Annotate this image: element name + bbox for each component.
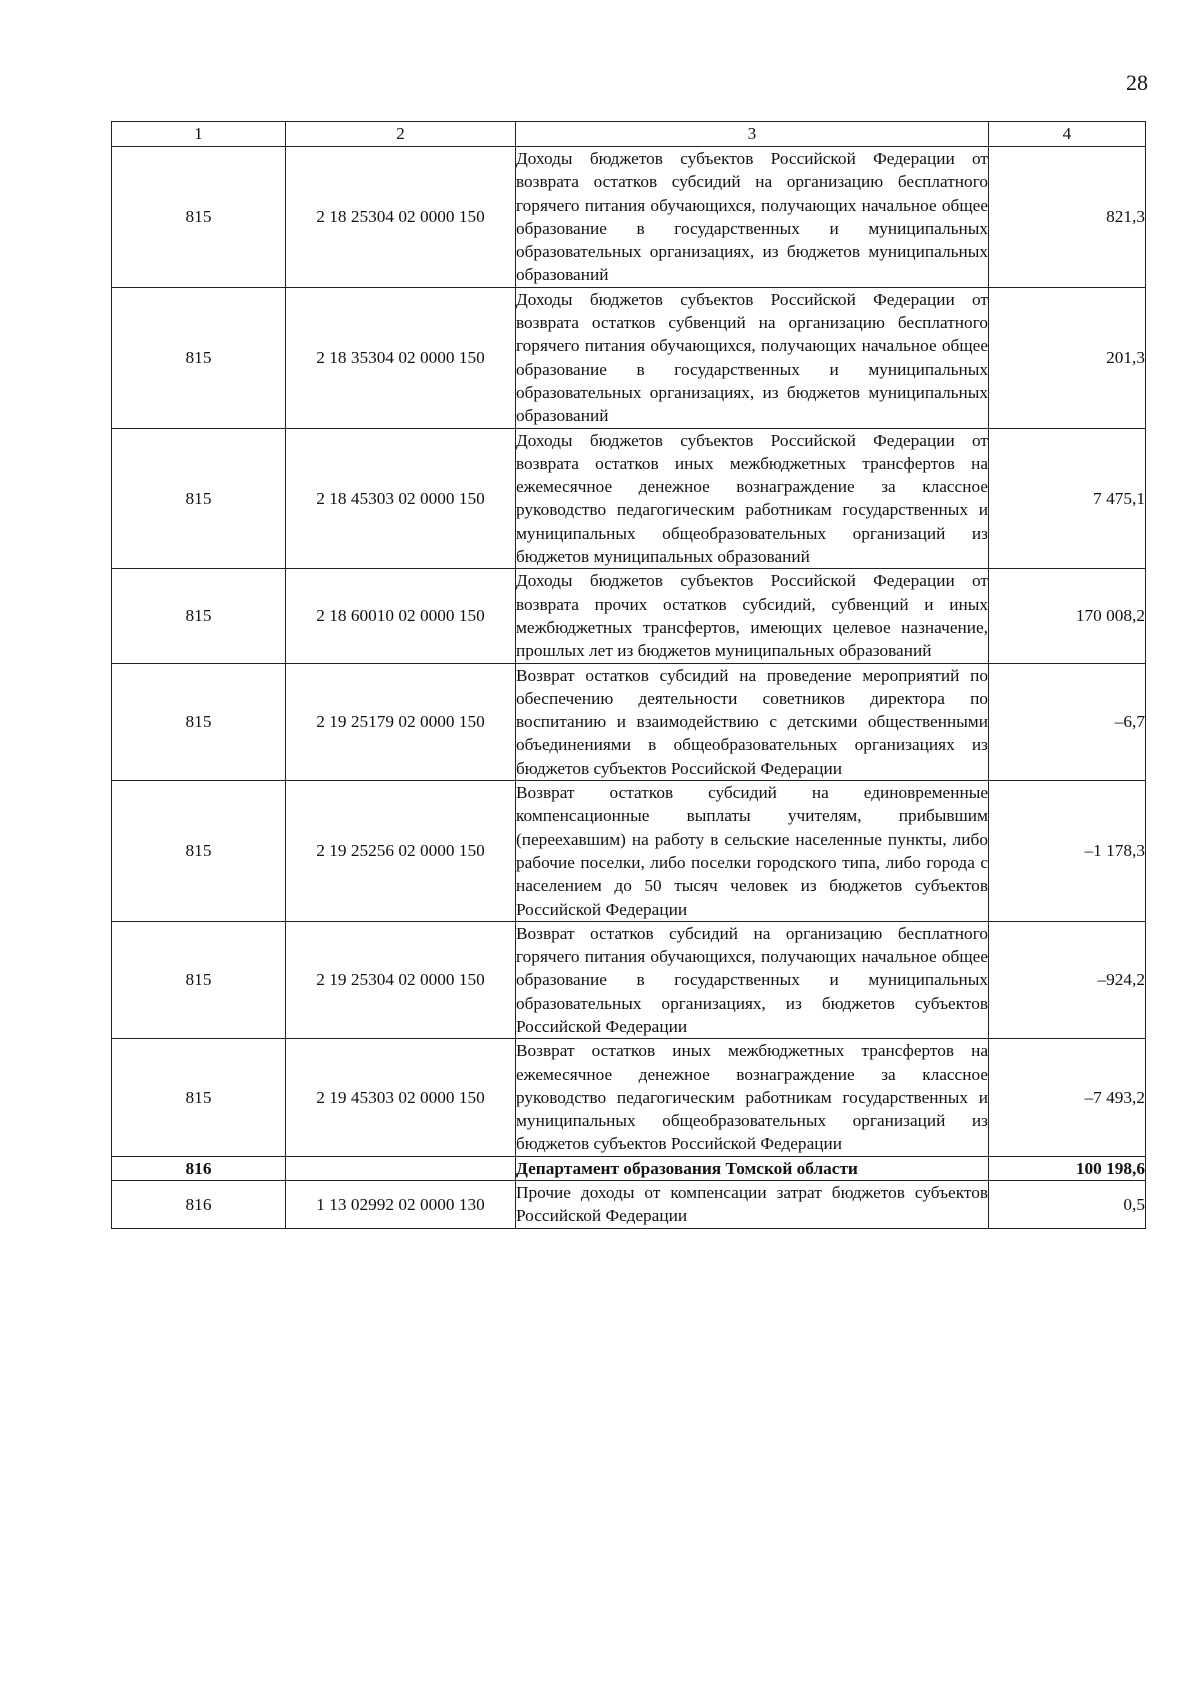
- budget-code-cell: 2 19 25179 02 0000 150: [286, 663, 516, 780]
- table-row: [112, 428, 1146, 569]
- description-text: Доходы бюджетов субъектов Российской Федерации от возврата остатков субвенций на организацию бесплатного горячего питания обучающихся, получающих начальное общее образование в государственных и муниципальных образовательных организациях, из бюджетов муниципальных образований: [516, 289, 988, 426]
- description-cell: [516, 781, 989, 922]
- department-total-amount: 100 198,6: [989, 1156, 1146, 1180]
- amount-cell: 170 008,2: [989, 569, 1146, 663]
- amount-cell: –7 493,2: [989, 1039, 1146, 1156]
- budget-code-cell: 1 13 02992 02 0000 130: [286, 1181, 516, 1229]
- budget-code-cell: 2 18 35304 02 0000 150: [286, 287, 516, 428]
- table-row: [112, 569, 1146, 663]
- description-text: Доходы бюджетов субъектов Российской Федерации от возврата остатков субсидий на организацию бесплатного горячего питания обучающихся, получающих начальное общее образование в государственных и муниципальных образовательных организациях, из бюджетов муниципальных образований: [516, 149, 988, 285]
- column-header-2: 2: [286, 122, 516, 147]
- department-total-row: [112, 1156, 1146, 1180]
- admin-code-cell: 815: [112, 147, 286, 288]
- admin-code-cell: 815: [112, 1039, 286, 1156]
- description-cell: [516, 1039, 989, 1156]
- admin-code-cell: 815: [112, 781, 286, 922]
- budget-revenue-table: [111, 121, 1146, 1229]
- description-cell: [516, 1181, 989, 1229]
- budget-code-cell: 2 19 45303 02 0000 150: [286, 1039, 516, 1156]
- description-cell: [516, 147, 989, 288]
- admin-code-cell: 816: [112, 1181, 286, 1229]
- column-header-1: 1: [112, 122, 286, 147]
- amount-cell: –6,7: [989, 663, 1146, 780]
- page-number: 28: [1126, 70, 1148, 95]
- amount-cell: 201,3: [989, 287, 1146, 428]
- amount-cell: –1 178,3: [989, 781, 1146, 922]
- admin-code-cell: 815: [112, 569, 286, 663]
- column-header-4: 4: [989, 122, 1146, 147]
- table-header-row: [112, 122, 1146, 147]
- description-text: Возврат остатков иных межбюджетных трансфертов на ежемесячное денежное вознаграждение за классное руководство педагогическим работникам государственных и муниципальных общеобразовательных организаций из бюджетов субъектов Российской Федерации: [516, 1041, 988, 1154]
- description-cell: [516, 663, 989, 780]
- budget-code-cell: 2 19 25304 02 0000 150: [286, 921, 516, 1038]
- table-row: [112, 1181, 1146, 1229]
- budget-code-cell: 2 19 25256 02 0000 150: [286, 781, 516, 922]
- admin-code-cell: 816: [112, 1156, 286, 1180]
- admin-code-cell: 815: [112, 428, 286, 569]
- description-cell: [516, 569, 989, 663]
- table-row: [112, 781, 1146, 922]
- description-text: Доходы бюджетов субъектов Российской Федерации от возврата остатков иных межбюджетных трансфертов на ежемесячное денежное вознаграждение за классное руководство педагогическим работникам государственных и муниципальных общеобразовательных организаций из бюджетов муниципальных образований: [516, 430, 988, 567]
- department-name-cell: [516, 1156, 989, 1180]
- description-text: Возврат остатков субсидий на единовременные компенсационные выплаты учителям, прибывшим (переехавшим) на работу в сельские населенные пункты, либо рабочие поселки, либо поселки городского типа, либо города с населением до 50 тысяч человек из бюджетов субъектов Российской Федерации: [516, 783, 988, 919]
- description-cell: [516, 428, 989, 569]
- description-cell: [516, 921, 989, 1038]
- admin-code-cell: 815: [112, 663, 286, 780]
- admin-code-cell: 815: [112, 921, 286, 1038]
- budget-code-cell: 2 18 25304 02 0000 150: [286, 147, 516, 288]
- description-text: Возврат остатков субсидий на проведение мероприятий по обеспечению деятельности советников директора по воспитанию и взаимодействию с детскими общественными объединениями в общеобразовательных организациях из бюджетов субъектов Российской Федерации: [516, 665, 988, 778]
- table-row: [112, 147, 1146, 288]
- table-row: [112, 287, 1146, 428]
- table-row: [112, 663, 1146, 780]
- amount-cell: –924,2: [989, 921, 1146, 1038]
- budget-code-cell: 2 18 45303 02 0000 150: [286, 428, 516, 569]
- admin-code-cell: 815: [112, 287, 286, 428]
- amount-cell: 7 475,1: [989, 428, 1146, 569]
- budget-code-cell: 2 18 60010 02 0000 150: [286, 569, 516, 663]
- description-cell: [516, 287, 989, 428]
- description-text: Возврат остатков субсидий на организацию бесплатного горячего питания обучающихся, получающих начальное общее образование в государственных и муниципальных образовательных организациях, из бюджетов субъектов Российской Федерации: [516, 923, 988, 1036]
- description-text: Прочие доходы от компенсации затрат бюджетов субъектов Российской Федерации: [516, 1183, 988, 1226]
- column-header-3: 3: [516, 122, 989, 147]
- description-text: Доходы бюджетов субъектов Российской Федерации от возврата прочих остатков субсидий, субвенций и иных межбюджетных трансфертов, имеющих целевое назначение, прошлых лет из бюджетов муниципальных образований: [516, 571, 988, 661]
- budget-code-cell: [286, 1156, 516, 1180]
- department-name: Департамент образования Томской области: [516, 1158, 858, 1178]
- amount-cell: 0,5: [989, 1181, 1146, 1229]
- table-row: [112, 1039, 1146, 1156]
- table-row: [112, 921, 1146, 1038]
- amount-cell: 821,3: [989, 147, 1146, 288]
